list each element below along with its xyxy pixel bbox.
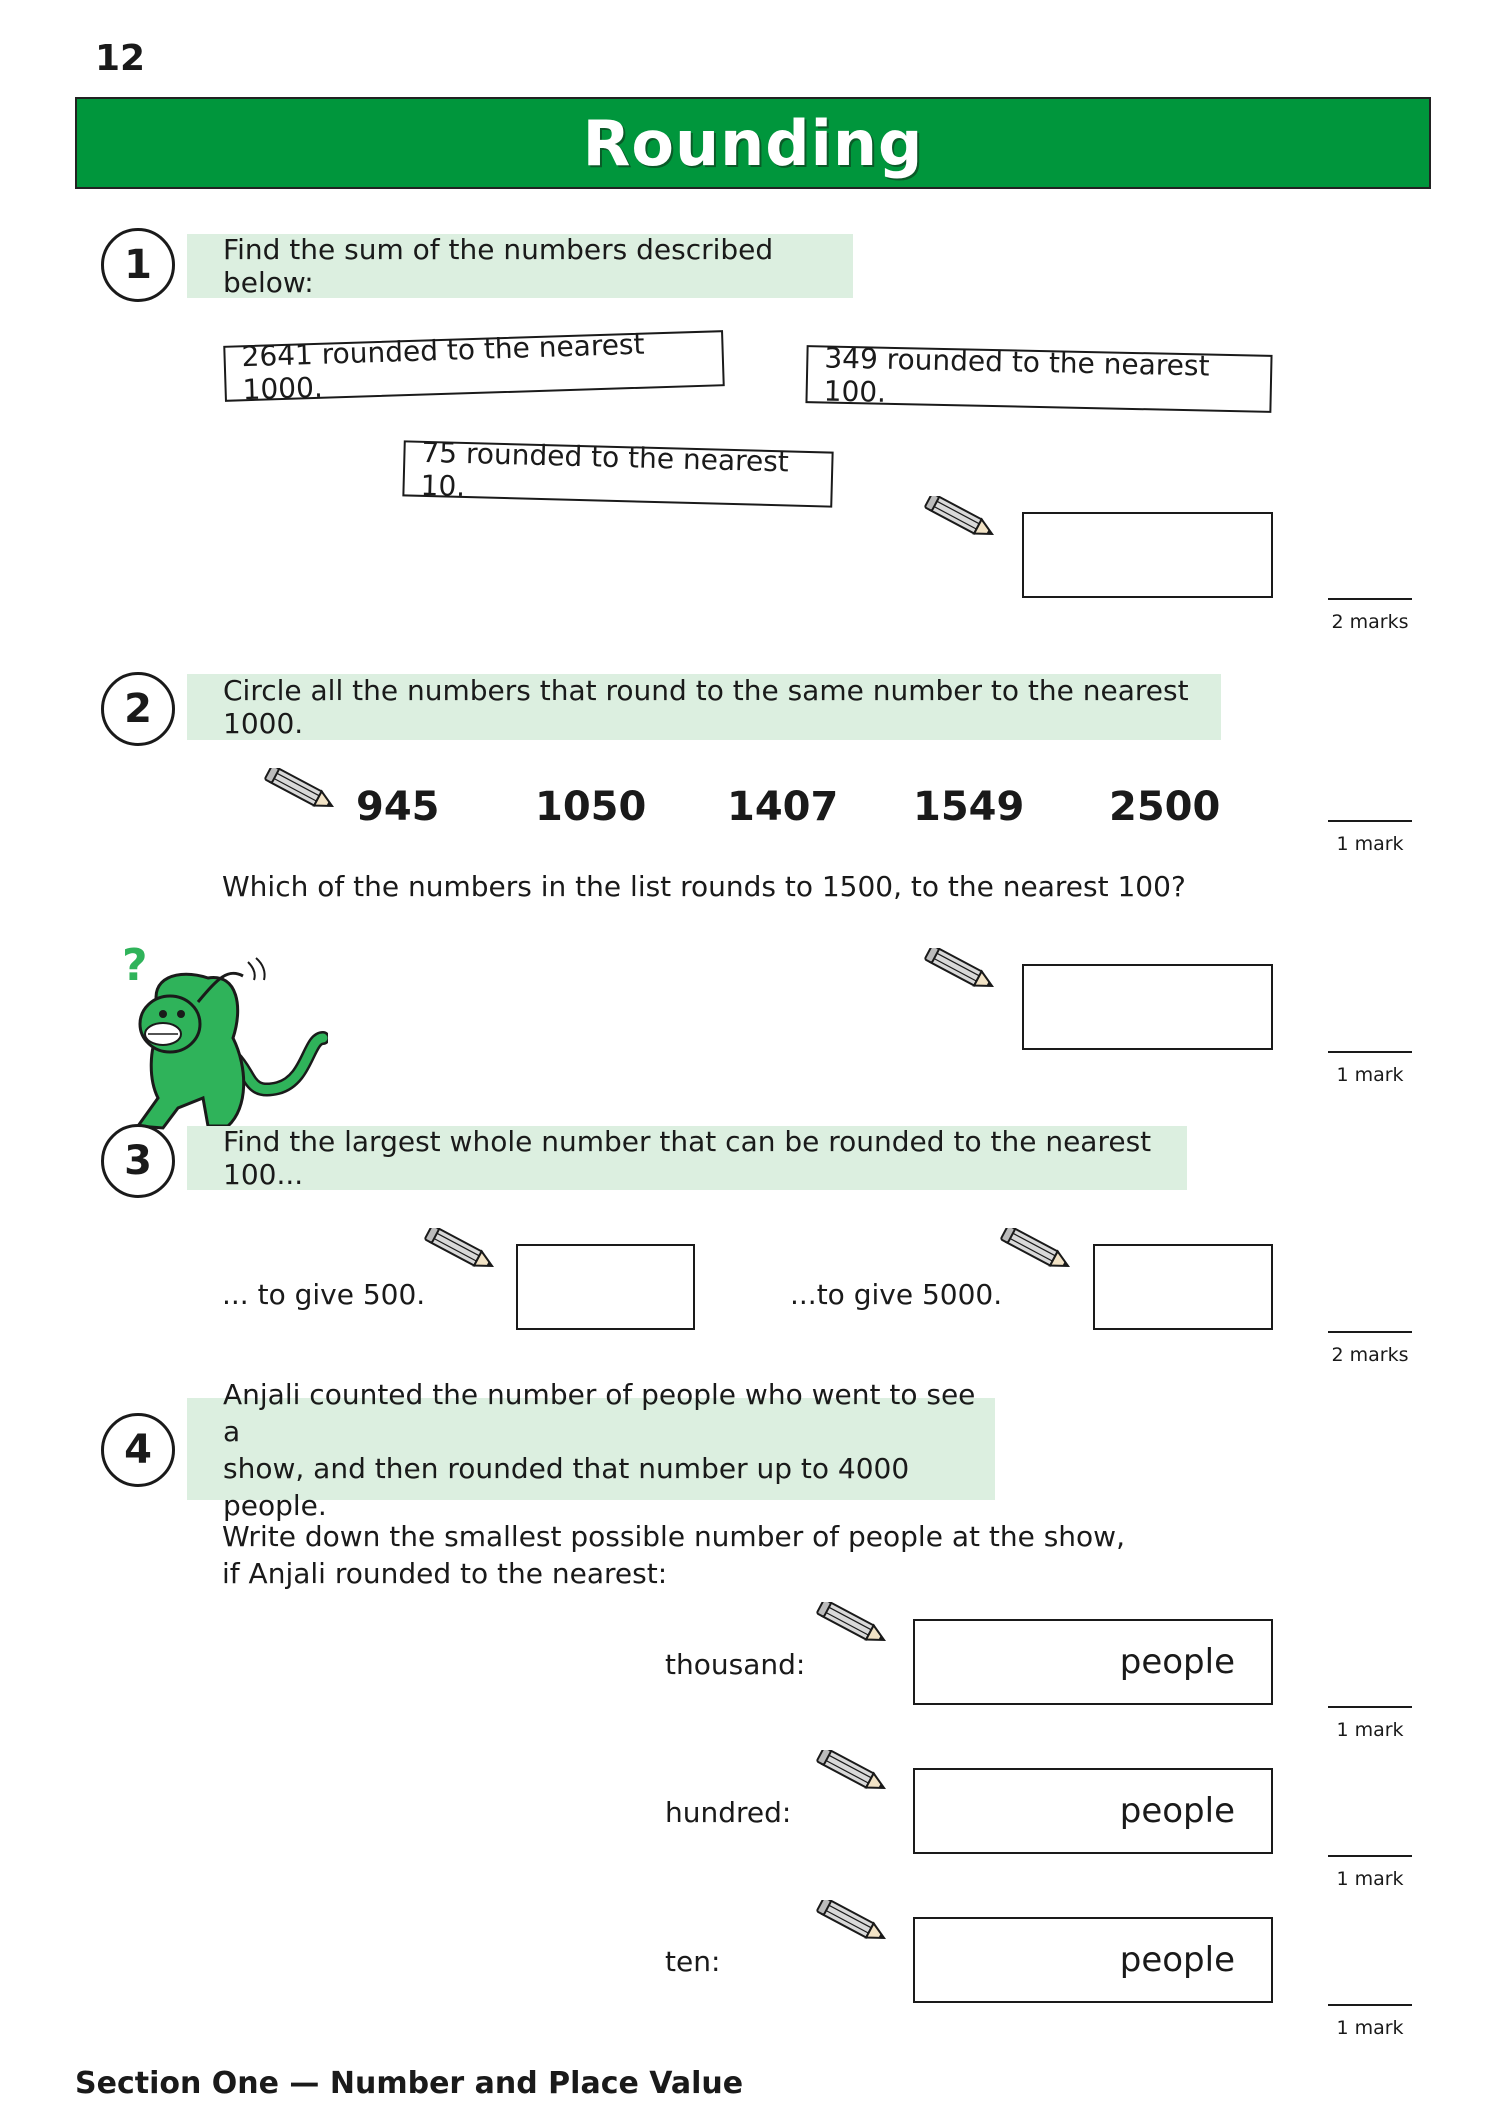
q2-answer-box[interactable] <box>1022 964 1273 1050</box>
q4-prompt <box>222 1518 1125 1592</box>
page-title-banner <box>75 97 1431 189</box>
q4-prompt-line-2: if Anjali rounded to the nearest: <box>222 1557 668 1590</box>
answer-unit-label: people <box>1119 1642 1235 1682</box>
circle-number-option[interactable]: 1407 <box>727 784 839 830</box>
pencil-icon <box>814 1900 894 1944</box>
pencil-icon <box>922 948 1002 992</box>
svg-text:?: ? <box>122 940 148 991</box>
answer-unit-label: people <box>1119 1940 1235 1980</box>
q4-ten-answer-box[interactable] <box>913 1917 1273 2003</box>
page-title: Rounding <box>582 106 924 180</box>
q4-thousand-answer-box[interactable] <box>913 1619 1273 1705</box>
q3-part-b-answer-box[interactable] <box>1093 1244 1273 1330</box>
q2a-mark-line <box>1328 820 1412 822</box>
q4c-marks: 1 mark <box>1336 2017 1404 2039</box>
q4a-marks: 1 mark <box>1336 1719 1404 1741</box>
pencil-icon <box>814 1750 894 1794</box>
answer-unit-label: people <box>1119 1791 1235 1831</box>
question-1-number: 1 <box>101 228 175 302</box>
q3-mark-line <box>1328 1331 1412 1333</box>
pencil-icon <box>422 1228 502 1272</box>
q4b-mark-line <box>1328 1855 1412 1857</box>
q3-part-a-answer-box[interactable] <box>516 1244 695 1330</box>
q2-sub-question: Which of the numbers in the list rounds to 1500, to the nearest 100? <box>222 870 1186 903</box>
q3-part-b-label: ...to give 5000. <box>790 1278 1003 1311</box>
q4-instruction-line-2: show, and then rounded that number up to 4000 people. <box>223 1452 910 1522</box>
clue-card-3: 75 rounded to the nearest 10. <box>402 440 833 507</box>
question-3-instruction: Find the largest whole number that can be rounded to the nearest 100... <box>187 1126 1187 1190</box>
question-1-instruction: Find the sum of the numbers described below: <box>187 234 853 298</box>
pencil-icon <box>922 496 1002 540</box>
monkey-mascot-icon <box>108 938 328 1134</box>
circle-number-option[interactable]: 2500 <box>1109 784 1221 830</box>
q1-answer-box[interactable] <box>1022 512 1273 598</box>
question-4-instruction <box>187 1378 995 1522</box>
page-number: 12 <box>95 38 146 79</box>
q4a-mark-line <box>1328 1706 1412 1708</box>
question-2-instruction: Circle all the numbers that round to the same number to the nearest 1000. <box>187 674 1221 740</box>
q1-marks: 2 marks <box>1331 611 1409 633</box>
clue-card-1: 2641 rounded to the nearest 1000. <box>223 330 725 402</box>
q4-row-label: ten: <box>665 1945 721 1978</box>
q4-prompt-line-1: Write down the smallest possible number of people at the show, <box>222 1520 1125 1553</box>
circle-number-option[interactable]: 1549 <box>913 784 1025 830</box>
q3-part-a-label: ... to give 500. <box>222 1278 426 1311</box>
pencil-icon <box>262 768 342 812</box>
pencil-icon <box>998 1228 1078 1272</box>
question-2-number: 2 <box>101 672 175 746</box>
q4-instruction-line-1: Anjali counted the number of people who went to see a <box>223 1378 976 1448</box>
q4-hundred-answer-box[interactable] <box>913 1768 1273 1854</box>
pencil-icon <box>814 1602 894 1646</box>
question-4-number: 4 <box>101 1413 175 1487</box>
section-footer: Section One — Number and Place Value <box>75 2066 744 2101</box>
circle-number-option[interactable]: 1050 <box>535 784 647 830</box>
q3-marks: 2 marks <box>1331 1344 1409 1366</box>
q1-mark-line <box>1328 598 1412 600</box>
q4-row-label: hundred: <box>665 1796 792 1829</box>
q2b-mark-line <box>1328 1051 1412 1053</box>
q2a-marks: 1 mark <box>1336 833 1404 855</box>
q4b-marks: 1 mark <box>1336 1868 1404 1890</box>
q4-row-label: thousand: <box>665 1648 806 1681</box>
circle-number-option[interactable]: 945 <box>356 784 440 830</box>
clue-card-2: 349 rounded to the nearest 100. <box>805 345 1272 413</box>
q2b-marks: 1 mark <box>1336 1064 1404 1086</box>
question-3-number: 3 <box>101 1124 175 1198</box>
q4c-mark-line <box>1328 2004 1412 2006</box>
